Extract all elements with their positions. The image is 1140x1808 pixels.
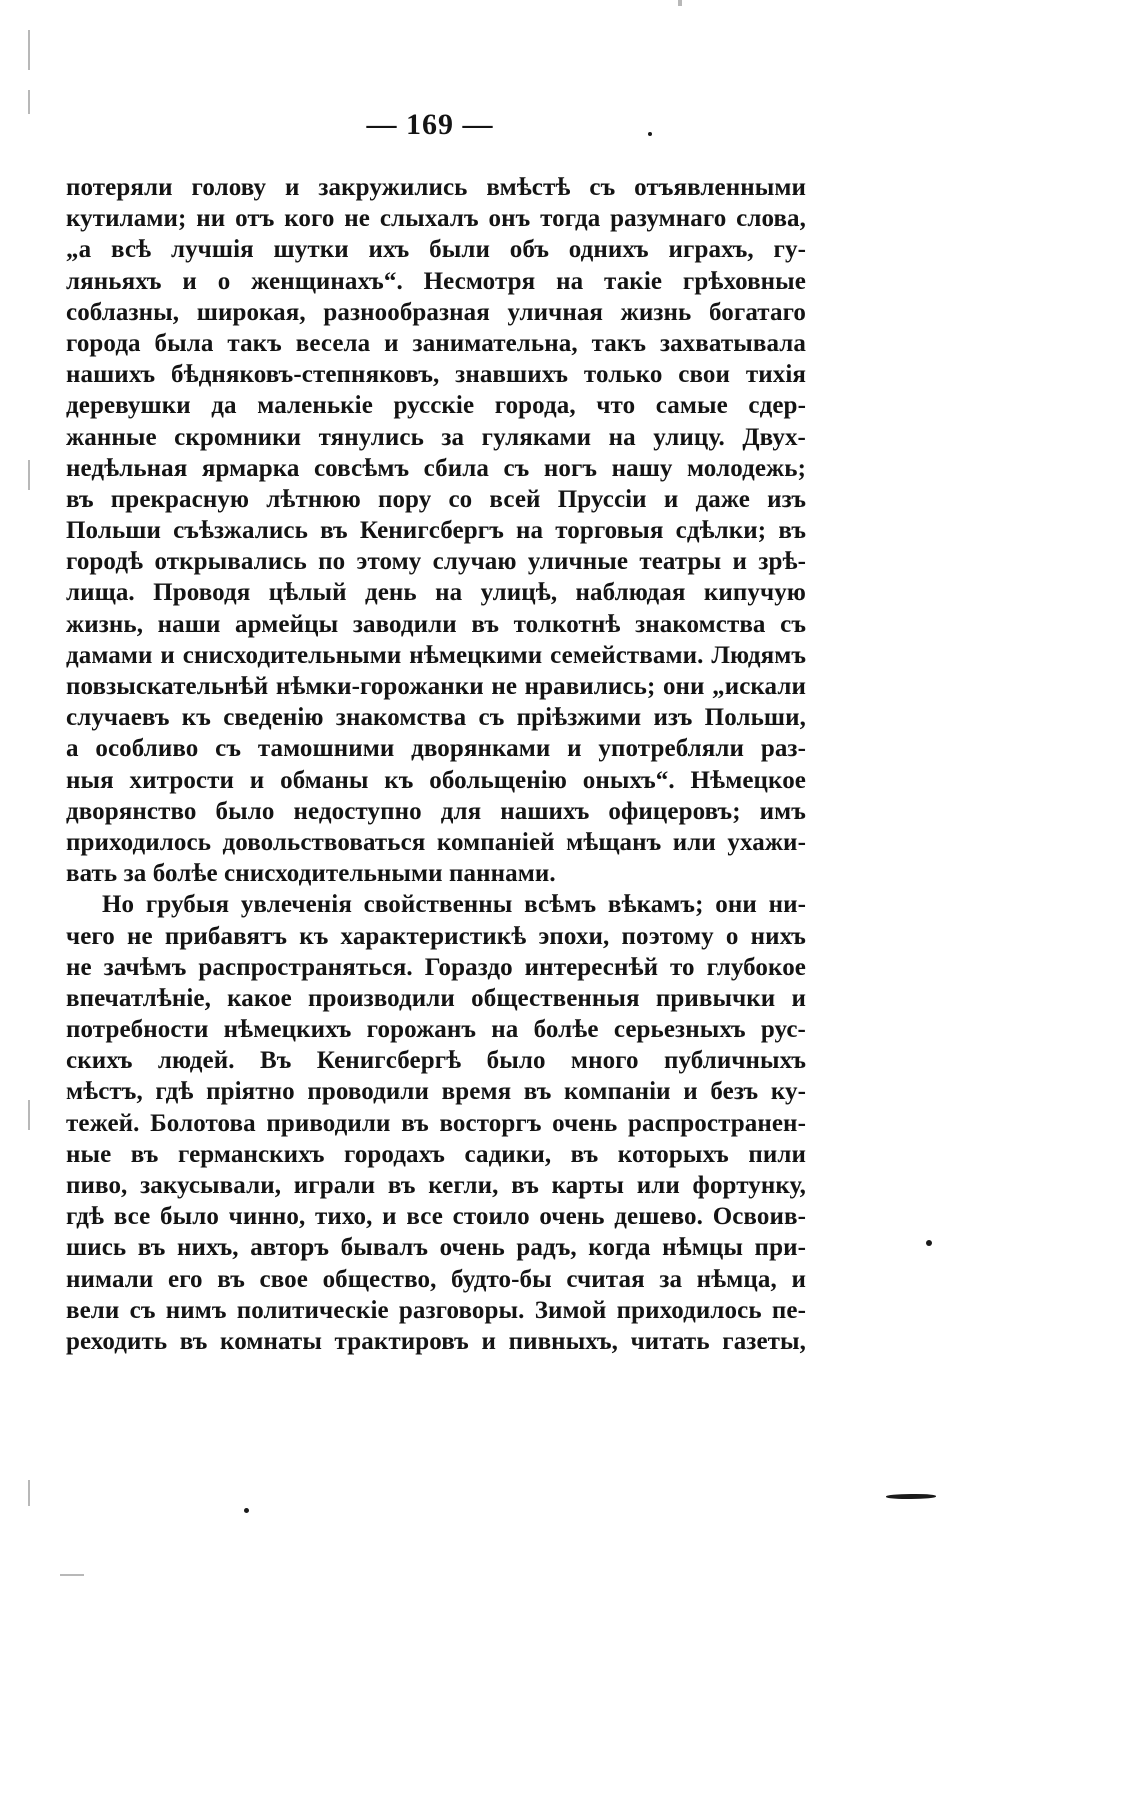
scan-speck [926, 1240, 932, 1246]
text-line: вать за болѣе снисходительными паннами. [66, 860, 556, 888]
text-line: шись въ нихъ, авторъ бывалъ очень радъ, когда нѣмцы при- [66, 1234, 806, 1262]
text-line: деревушки да маленькіе русскіе города, что самые сдер- [66, 392, 806, 420]
scan-edge-mark [28, 30, 30, 70]
text-line: нашихъ бѣдняковъ-степняковъ, знавшихъ только свои тихія [66, 361, 806, 389]
text-line: пиво, закусывали, играли въ кегли, въ карты или фортунку, [66, 1172, 806, 1199]
text-line: недѣльная ярмарка совсѣмъ сбила съ ногъ нашу молодежь; [66, 454, 806, 482]
text-line: скихъ людей. Въ Кенигсбергѣ было много публичныхъ [66, 1047, 806, 1075]
page-number: — 169 — [366, 108, 494, 141]
scan-dash-mark [886, 1494, 936, 1499]
text-line: нимали его въ свое общество, будто-бы считая за нѣмца, и [66, 1265, 806, 1293]
text-line: жизнь, наши армейцы заводили въ толкотнѣ знакомства съ [66, 610, 806, 638]
text-line: случаевъ къ сведенію знакомства съ пріѣзжими изъ Польши, [66, 704, 806, 732]
scan-edge-mark [28, 460, 30, 490]
scan-speck [244, 1508, 249, 1513]
text-line: потребности нѣмецкихъ горожанъ на болѣе серьезныхъ рус- [66, 1016, 806, 1044]
text-line: въ прекрасную лѣтнюю пору со всей Пруссіи и даже изъ [66, 485, 806, 513]
text-line: ные въ германскихъ городахъ садики, въ которыхъ пили [66, 1140, 806, 1168]
scan-edge-mark [678, 0, 682, 6]
text-line: реходить въ комнаты трактировъ и пивныхъ, читать газеты, [66, 1327, 806, 1355]
text-line: Но грубыя увлеченія свойственны всѣмъ вѣкамъ; они ни- [102, 891, 806, 919]
text-line: города была такъ весела и занимательна, такъ захватывала [66, 329, 806, 357]
text-line: дворянство было недоступно для нашихъ офицеровъ; имъ [66, 797, 806, 825]
text-line: а особливо съ тамошними дворянками и употребляли раз- [66, 735, 806, 763]
text-line: соблазны, широкая, разнообразная уличная жизнь богатаго [66, 298, 806, 326]
text-line: кутилами; ни отъ кого не слыхалъ онъ тогда разумнаго слова, [66, 205, 806, 233]
text-line: ныя хитрости и обманы къ обольщенію оныхъ“. Нѣмецкое [66, 766, 806, 794]
text-line: вели съ нимъ политическіе разговоры. Зимой приходилось пе- [66, 1296, 806, 1324]
text-line: „а всѣ лучшія шутки ихъ были объ однихъ играхъ, гу- [66, 236, 806, 264]
text-line: повзыскательнѣй нѣмки-горожанки не нравились; они „искали [66, 673, 806, 700]
body-text [66, 172, 806, 1357]
text-line: городѣ открывались по этому случаю уличные театры и зрѣ- [66, 548, 806, 576]
text-line: мѣстъ, гдѣ пріятно проводили время въ компаніи и безъ ку- [66, 1078, 806, 1106]
text-line: не зачѣмъ распространяться. Гораздо интереснѣй то глубокое [66, 953, 806, 981]
scan-edge-mark [28, 90, 30, 114]
text-line: дамами и снисходительными нѣмецкими семействами. Людямъ [66, 641, 806, 669]
text-line: впечатлѣніе, какое производили общественныя привычки и [66, 984, 806, 1012]
text-line: потеряли голову и закружились вмѣстѣ съ отъявленными [66, 174, 806, 201]
text-line: чего не прибавятъ къ характеристикѣ эпохи, поэтому о нихъ [66, 922, 806, 950]
text-line: приходилось довольствоваться компаніей мѣщанъ или ухажи- [66, 828, 806, 856]
text-line: лища. Проводя цѣлый день на улицѣ, наблюдая кипучую [66, 579, 806, 607]
scan-edge-mark [28, 1480, 30, 1506]
scan-edge-mark [28, 1100, 30, 1130]
text-line: Польши съѣзжались въ Кенигсбергъ на торговыя сдѣлки; въ [66, 517, 806, 545]
text-line: тежей. Болотова приводили въ восторгъ очень распространен- [66, 1109, 806, 1137]
text-line: гдѣ все было чинно, тихо, и все стоило очень дешево. Освоив- [66, 1203, 806, 1231]
scan-speck [648, 132, 652, 136]
text-line: жанные скромники тянулись за гуляками на улицу. Двух- [66, 423, 806, 451]
text-line: ляньяхъ и о женщинахъ“. Несмотря на такіе грѣховные [66, 267, 806, 295]
scan-edge-mark [60, 1574, 84, 1576]
